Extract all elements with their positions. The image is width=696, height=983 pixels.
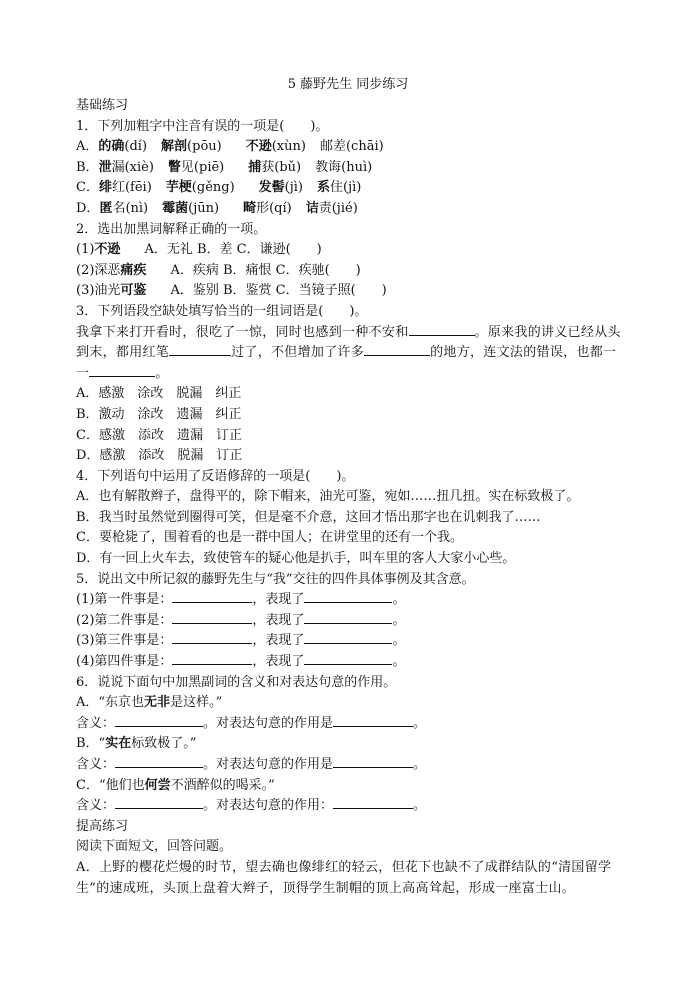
- fill-blank[interactable]: [409, 323, 475, 336]
- fill-blank[interactable]: [304, 652, 392, 665]
- item-options: A．疾病 B．痛恨 C．疾驰( ): [170, 262, 361, 278]
- option-letter: C．: [76, 180, 99, 196]
- fill-blank[interactable]: [115, 714, 203, 727]
- fill-blank[interactable]: [89, 364, 155, 377]
- q6-sentence-c: [76, 776, 624, 797]
- pinyin: (gěng): [191, 180, 235, 196]
- q2-item-2: [76, 261, 624, 282]
- bold-word: 痛疾: [120, 262, 147, 278]
- fill-blank[interactable]: [115, 796, 203, 809]
- q3-stem: 3．下列语段空缺处填写恰当的一组词语是( )。: [76, 303, 368, 319]
- bold-char: 泄: [98, 159, 112, 175]
- q2-item-3: [76, 281, 624, 302]
- pinyin: (xùn): [271, 139, 306, 155]
- bold-char: 匿: [99, 200, 113, 216]
- word: 邮差: [319, 139, 346, 155]
- bold-adverb: 无非: [144, 695, 171, 711]
- fill-blank[interactable]: [304, 590, 392, 603]
- q5-stem: 5．说出文中所记叙的藤野先生与“我”交往的四件具体事例及其含意。: [76, 571, 475, 587]
- q6-answer-b: [76, 755, 624, 776]
- bold-char: 诘: [305, 200, 319, 216]
- q1-option-b: [76, 158, 624, 179]
- bold-char: 解剖: [161, 139, 188, 155]
- fill-blank[interactable]: [333, 755, 413, 768]
- item-mid: ，表现了: [252, 633, 305, 649]
- sentence-text: B．“: [76, 736, 106, 752]
- pinyin: 责(jié): [318, 200, 358, 216]
- answer-label: 含义：: [76, 715, 116, 731]
- q4-option-d: D．有一回上火车去，致使管车的疑心他是扒手，叫车里的客人大家小心些。: [76, 551, 516, 567]
- pinyin: (jūn): [188, 200, 220, 216]
- q2-item-1: [76, 240, 624, 261]
- worksheet-content: [76, 96, 624, 899]
- item-label: (1)第一件事是：: [76, 592, 173, 608]
- q4-option-a: A．也有解散辫子，盘得平的，除下帽来，油光可鉴，宛如……扭几扭。实在标致极了。: [76, 489, 580, 505]
- bold-char: 不逊: [245, 139, 272, 155]
- q3-option-d: D．感激 添改 脱漏 订正: [76, 448, 243, 464]
- fill-blank[interactable]: [333, 714, 413, 727]
- answer-label: 含义：: [76, 798, 116, 814]
- sentence-text: C．“他们也: [76, 777, 145, 793]
- pinyin: 获(bǔ): [261, 159, 302, 175]
- fill-blank[interactable]: [172, 631, 252, 644]
- option-letter: B．: [76, 159, 99, 175]
- answer-mid: 。对表达句意的作用是: [203, 757, 334, 772]
- passage-text: 。原来我的讲义已经从头到末，都用红笔: [76, 324, 621, 361]
- answer-end: 。: [413, 757, 427, 772]
- q6-answer-c: [76, 796, 624, 817]
- item-options: A．无礼 B．差 C．谦逊( ): [144, 242, 322, 258]
- q6-sentence-a: [76, 693, 624, 714]
- answer-label: 含义：: [76, 757, 116, 772]
- pinyin: (jì): [284, 180, 304, 196]
- item-options: A．鉴别 B．鉴赏 C．当镜子照( ): [170, 283, 387, 299]
- bold-char: 霉菌: [162, 200, 189, 216]
- fill-blank[interactable]: [333, 796, 413, 809]
- q6-stem: 6．说说下面句中加黑副词的含义和对表达句意的作用。: [76, 674, 397, 690]
- section-heading-improve: 提高练习: [76, 818, 129, 834]
- bold-char: 瞥: [167, 159, 181, 175]
- item-label: (4)第四件事是：: [76, 654, 173, 670]
- page-title: 5 藤野先生 同步练习: [287, 77, 409, 92]
- q1-option-a: [76, 137, 624, 158]
- bold-char: 芋梗: [165, 180, 192, 196]
- q6-sentence-b: [76, 734, 624, 755]
- item-mid: ，表现了: [252, 612, 305, 628]
- fill-blank[interactable]: [172, 611, 252, 624]
- pinyin: 名(nì): [112, 200, 149, 216]
- pinyin: (dí): [124, 139, 148, 155]
- sentence-text: 是这样。”: [170, 695, 223, 711]
- q1-stem: 1．下列加粗字中注音有误的一项是( )。: [76, 118, 329, 134]
- pinyin: (pōu): [187, 139, 222, 155]
- fill-blank[interactable]: [304, 631, 392, 644]
- option-letter: D．: [76, 200, 100, 216]
- q3-option-c: C．感激 添改 遗漏 订正: [76, 427, 242, 443]
- passage-text: 我拿下来打开看时，很吃了一惊，同时也感到一种不安和: [76, 324, 409, 340]
- pinyin: 形(qí): [256, 200, 292, 216]
- bold-char: 捕: [248, 159, 262, 175]
- fill-blank[interactable]: [115, 755, 203, 768]
- pinyin: 住(jì): [330, 180, 362, 196]
- q4-option-b: B．我当时虽然觉到圈得可笑，但是毫不介意，这回才悟出那字也在讥刺我了……: [76, 509, 541, 525]
- bold-word: 可鉴: [120, 283, 147, 299]
- fill-blank[interactable]: [172, 652, 252, 665]
- item-end: 。: [392, 592, 406, 608]
- bold-adverb: 实在: [105, 736, 132, 752]
- item-label: (2)第二件事是：: [76, 612, 173, 628]
- pinyin: (huì): [341, 159, 373, 175]
- bold-char: 绯: [98, 180, 112, 196]
- option-letter: A．: [76, 139, 99, 155]
- q5-item-3: [76, 631, 624, 652]
- item-end: 。: [392, 633, 406, 649]
- q5-item-1: [76, 590, 624, 611]
- answer-end: 。: [413, 715, 427, 731]
- bold-char: 畸: [243, 200, 257, 216]
- word: 教诲: [315, 159, 342, 175]
- q3-option-b: B．激动 涂改 遗漏 纠正: [76, 406, 242, 422]
- item-label: (3)第三件事是：: [76, 633, 173, 649]
- answer-end: 。: [413, 798, 427, 814]
- item-mid: ，表现了: [252, 654, 305, 670]
- item-mid: ，表现了: [252, 592, 305, 608]
- bold-char: 的确: [98, 139, 125, 155]
- q5-item-2: [76, 611, 624, 632]
- fill-blank[interactable]: [364, 343, 430, 356]
- q1-option-d: [76, 199, 624, 220]
- pinyin: 见(piē): [180, 159, 225, 175]
- section-heading-basic: 基础练习: [76, 98, 129, 113]
- q2-stem: 2．选出加黑词解释正确的一项。: [76, 221, 267, 237]
- passage-text: 的地方，连文法的错误，也都一一: [76, 345, 617, 381]
- pinyin: 漏(xiè): [111, 159, 154, 175]
- item-end: 。: [392, 612, 406, 628]
- q3-option-a: A．感激 涂改 脱漏 纠正: [76, 386, 242, 402]
- answer-mid: 。对表达句意的作用：: [203, 798, 334, 814]
- sentence-text: 不酒醉似的喝采。”: [170, 777, 275, 793]
- bold-char: 发髻: [258, 180, 285, 196]
- q5-item-4: [76, 652, 624, 673]
- pinyin: 红(fēi): [111, 180, 152, 196]
- fill-blank[interactable]: [304, 611, 392, 624]
- answer-mid: 。对表达句意的作用是: [203, 715, 334, 731]
- passage-text: 。: [155, 365, 169, 381]
- fill-blank[interactable]: [169, 343, 231, 356]
- q4-stem: 4．下列语句中运用了反语修辞的一项是( )。: [76, 468, 355, 484]
- bold-char: 系: [317, 180, 331, 196]
- reading-paragraph-a: A．上野的樱花烂熳的时节，望去确也像绯红的轻云，但花下也缺不了成群结队的“清国留学生”的速成班，头顶上盘着大辫子，顶得学生制帽的顶上高高耸起，形成一座富士山。: [76, 859, 612, 896]
- q1-option-c: [76, 178, 624, 199]
- q4-option-c: C．要枪毙了，围着看的也是一群中国人；在讲堂里的还有一个我。: [76, 530, 463, 546]
- item-end: 。: [392, 654, 406, 670]
- sentence-text: A．“东京也: [76, 695, 145, 711]
- sentence-text: 标致极了。”: [131, 736, 197, 752]
- passage-text: 过了，不但增加了许多: [231, 345, 365, 361]
- fill-blank[interactable]: [172, 590, 252, 603]
- item-prefix: (1): [76, 242, 95, 258]
- reading-intro: 阅读下面短文，回答问题。: [76, 839, 233, 855]
- pinyin: (chāi): [345, 139, 384, 155]
- item-prefix: (2)深恶: [76, 262, 121, 278]
- item-prefix: (3)油光: [76, 283, 121, 299]
- bold-word: 不逊: [94, 242, 121, 258]
- bold-adverb: 何尝: [144, 777, 171, 793]
- q3-passage: [76, 323, 624, 385]
- q6-answer-a: [76, 714, 624, 735]
